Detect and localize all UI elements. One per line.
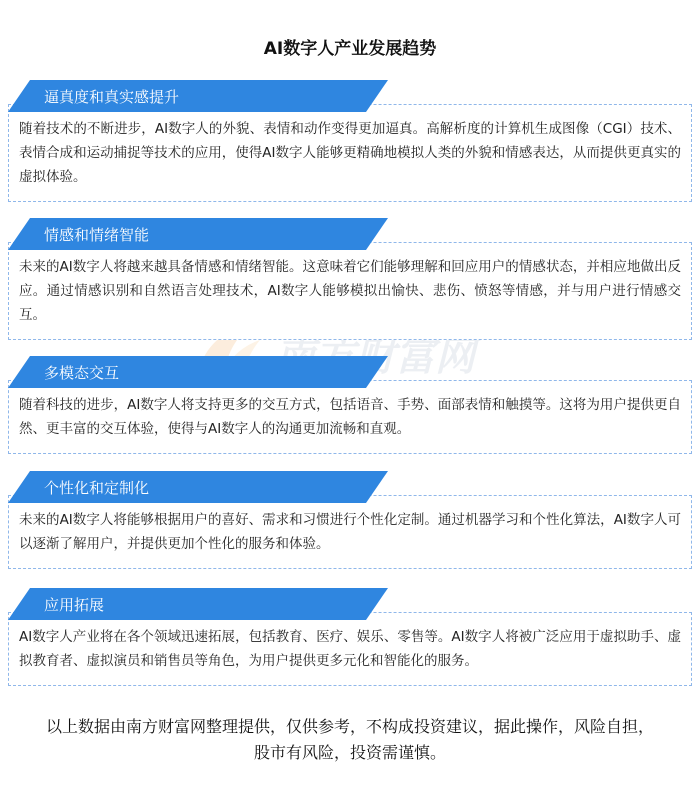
section-body: 未来的AI数字人将能够根据用户的喜好、需求和习惯进行个性化定制。通过机器学习和个性化算法，AI数字人可以逐渐了解用户，并提供更加个性化的服务和体验。 xyxy=(19,512,681,552)
section-box xyxy=(8,380,692,454)
section-box xyxy=(8,104,692,202)
section-heading: 应用拓展 xyxy=(44,596,105,614)
section-body: 未来的AI数字人将越来越具备情感和情绪智能。这意味着它们能够理解和回应用户的情感状态，并相应地做出反应。通过情感识别和自然语言处理技术，AI数字人能够模拟出愉快、悲伤、愤怒等情感，并与用户进行情感交互。 xyxy=(19,259,681,323)
section-header xyxy=(8,471,388,503)
section-header xyxy=(8,218,388,250)
disclaimer-text: 以上数据由南方财富网整理提供，仅供参考，不构成投资建议，据此操作，风险自担，股市有风险，投资需谨慎。 xyxy=(45,717,654,762)
page-title: AI数字人产业发展趋势 xyxy=(263,39,437,59)
section-body: 随着科技的进步，AI数字人将支持更多的交互方式，包括语音、手势、面部表情和触摸等。这将为用户提供更自然、更丰富的交互体验，使得与AI数字人的沟通更加流畅和直观。 xyxy=(19,397,681,437)
section-body: AI数字人产业将在各个领域迅速拓展，包括教育、医疗、娱乐、零售等。AI数字人将被广泛应用于虚拟助手、虚拟教育者、虚拟演员和销售员等角色，为用户提供更多元化和智能化的服务。 xyxy=(19,629,681,669)
section-header xyxy=(8,588,388,620)
section-header xyxy=(8,80,388,112)
section-heading: 逼真度和真实感提升 xyxy=(44,88,180,106)
section-heading: 个性化和定制化 xyxy=(44,479,150,497)
section-heading: 多模态交互 xyxy=(44,364,120,382)
section-heading: 情感和情绪智能 xyxy=(44,226,150,244)
section-box xyxy=(8,242,692,340)
section-header xyxy=(8,356,388,388)
section-box xyxy=(8,495,692,569)
section-box xyxy=(8,612,692,686)
section-body: 随着技术的不断进步，AI数字人的外貌、表情和动作变得更加逼真。高解析度的计算机生成图像（CGI）技术、表情合成和运动捕捉等技术的应用，使得AI数字人能够更精确地模拟人类的外貌和情感表达，从而提供更真实的虚拟体验。 xyxy=(19,121,681,185)
